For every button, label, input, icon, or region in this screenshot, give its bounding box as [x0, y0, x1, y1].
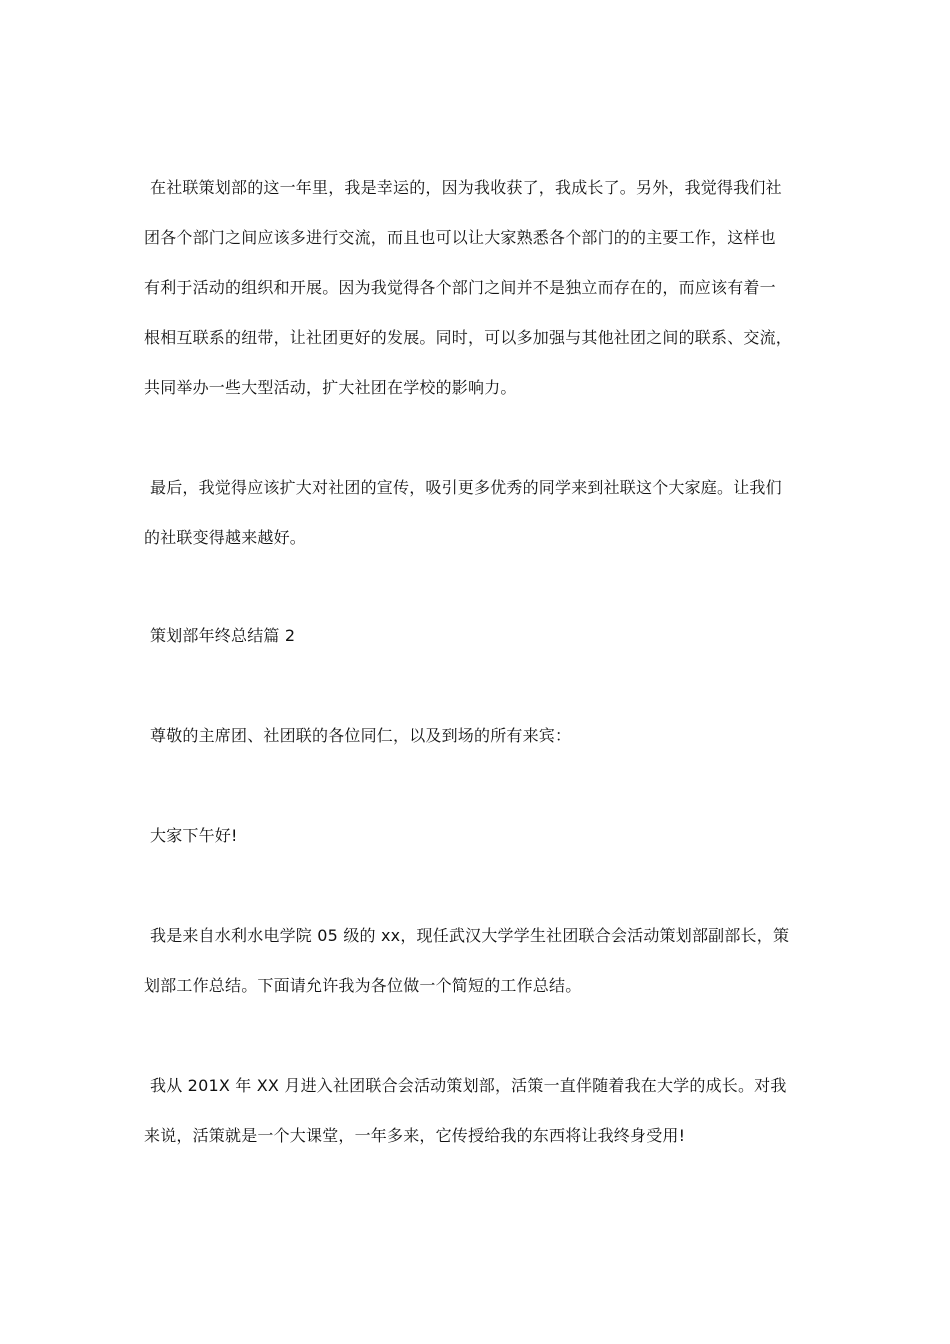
paragraph-1-line-2: 团各个部门之间应该多进行交流，而且也可以让大家熟悉各个部门的的主要工作，这样也 [144, 228, 776, 247]
paragraph-1-line-3: 有利于活动的组织和开展。因为我觉得各个部门之间并不是独立而存在的，而应该有着一 [144, 278, 776, 297]
greeting: 大家下午好! [150, 826, 238, 845]
section-heading: 策划部年终总结篇 2 [150, 626, 296, 645]
paragraph-1-line-5: 共同举办一些大型活动，扩大社团在学校的影响力。 [144, 378, 517, 397]
paragraph-2-line-1: 最后，我觉得应该扩大对社团的宣传，吸引更多优秀的同学来到社联这个大家庭。让我们 [150, 478, 782, 497]
paragraph-3-line-1: 我是来自水利水电学院 05 级的 xx，现任武汉大学学生社团联合会活动策划部副部长，策 [150, 926, 790, 945]
paragraph-2-line-2: 的社联变得越来越好。 [144, 528, 307, 547]
paragraph-1-line-1: 在社联策划部的这一年里，我是幸运的，因为我收获了，我成长了。另外，我觉得我们社 [150, 178, 782, 197]
paragraph-1-line-4: 根相互联系的纽带，让社团更好的发展。同时，可以多加强与其他社团之间的联系、交流， [144, 328, 793, 347]
salutation: 尊敬的主席团、社团联的各位同仁，以及到场的所有来宾： [150, 726, 572, 745]
paragraph-3-line-2: 划部工作总结。下面请允许我为各位做一个简短的工作总结。 [144, 976, 582, 995]
paragraph-4-line-1: 我从 201X 年 XX 月进入社团联合会活动策划部，活策一直伴随着我在大学的成长。对我 [150, 1076, 787, 1095]
paragraph-4-line-2: 来说，活策就是一个大课堂，一年多来，它传授给我的东西将让我终身受用! [144, 1126, 686, 1145]
